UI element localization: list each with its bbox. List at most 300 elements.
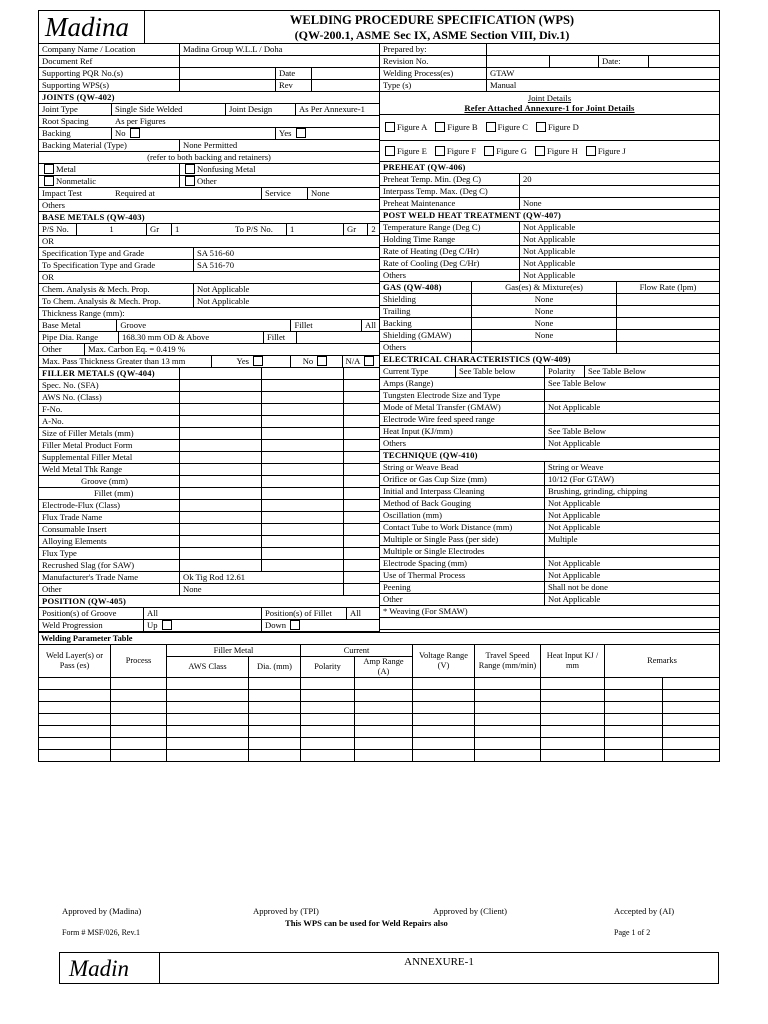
param-cell[interactable] bbox=[301, 714, 355, 726]
param-cell[interactable] bbox=[475, 738, 541, 750]
process-value[interactable]: GTAW bbox=[490, 68, 515, 78]
elec-row bbox=[380, 438, 719, 450]
param-cell[interactable] bbox=[605, 690, 663, 702]
pwht-label: Temperature Range (Deg C) bbox=[380, 222, 520, 233]
figure-checkbox[interactable] bbox=[385, 146, 395, 156]
figure-label: Figure B bbox=[447, 122, 478, 132]
param-cell[interactable] bbox=[605, 738, 663, 750]
revision-value[interactable] bbox=[487, 56, 550, 67]
filler-other-value[interactable]: None bbox=[180, 584, 344, 595]
filler-row bbox=[39, 464, 379, 476]
pwht-rows bbox=[380, 222, 719, 282]
form-body bbox=[38, 44, 720, 632]
param-cell[interactable] bbox=[355, 738, 413, 750]
param-cell[interactable] bbox=[111, 750, 167, 762]
param-cell[interactable] bbox=[662, 702, 720, 714]
filler-row-cell[interactable] bbox=[344, 488, 379, 499]
filler-row-cell[interactable] bbox=[262, 524, 344, 535]
figure-checkbox[interactable] bbox=[586, 146, 596, 156]
spec-label: Specification Type and Grade bbox=[39, 248, 194, 259]
params-header-row1 bbox=[39, 645, 720, 657]
figure-option bbox=[383, 141, 427, 161]
param-cell[interactable] bbox=[39, 702, 111, 714]
param-cell[interactable] bbox=[413, 738, 475, 750]
figure-option bbox=[482, 141, 527, 161]
filler-row-cell[interactable] bbox=[262, 476, 344, 487]
pwht-title: POST WELD HEAT TREATMENT (QW-407) bbox=[383, 210, 562, 220]
gas-flow-value[interactable] bbox=[617, 294, 719, 305]
trade-value[interactable]: Ok Tig Rod 12.61 bbox=[180, 572, 344, 583]
gas-row bbox=[380, 306, 719, 318]
docref-value[interactable] bbox=[180, 56, 379, 67]
filler-row-cell[interactable] bbox=[262, 428, 344, 439]
joint-design-value[interactable]: As Per Annexure-1 bbox=[299, 104, 365, 114]
filler-row-label: F-No. bbox=[39, 404, 180, 415]
gas-flow-value[interactable] bbox=[617, 318, 719, 329]
param-cell[interactable] bbox=[605, 702, 663, 714]
pipe-fillet-value[interactable] bbox=[297, 332, 379, 343]
prepared-value[interactable] bbox=[487, 44, 719, 55]
wps-value[interactable] bbox=[180, 80, 276, 91]
gas-value[interactable] bbox=[472, 342, 617, 353]
param-cell[interactable] bbox=[662, 690, 720, 702]
joint-type-value[interactable]: Single Side Welded bbox=[112, 104, 226, 115]
tech-value[interactable]: String or Weave bbox=[548, 462, 604, 472]
filler-row-cell[interactable] bbox=[262, 536, 344, 547]
revision-row bbox=[380, 56, 719, 68]
param-cell[interactable] bbox=[39, 714, 111, 726]
param-cell[interactable] bbox=[355, 702, 413, 714]
filler-row-cell[interactable] bbox=[180, 476, 262, 487]
param-cell[interactable] bbox=[111, 738, 167, 750]
param-cell[interactable] bbox=[413, 702, 475, 714]
param-cell[interactable] bbox=[475, 690, 541, 702]
maxpass-row bbox=[39, 356, 379, 368]
gr-label: Gr bbox=[147, 224, 172, 235]
param-cell[interactable] bbox=[167, 690, 249, 702]
param-cell[interactable] bbox=[662, 678, 720, 690]
gas-label: Backing bbox=[380, 318, 472, 329]
param-cell[interactable] bbox=[605, 750, 663, 762]
nonfusing-checkbox[interactable] bbox=[185, 164, 195, 174]
param-row bbox=[39, 726, 720, 738]
param-cell[interactable] bbox=[541, 714, 605, 726]
param-cell[interactable] bbox=[39, 738, 111, 750]
col-current: Current bbox=[301, 645, 413, 657]
param-cell[interactable] bbox=[355, 678, 413, 690]
revision-date-label: Date: bbox=[599, 56, 649, 67]
backing-yes-checkbox[interactable] bbox=[296, 128, 306, 138]
filler-row-cell[interactable] bbox=[180, 500, 262, 511]
gr2-value[interactable]: 2 bbox=[371, 224, 376, 234]
interpass-value[interactable] bbox=[520, 186, 719, 197]
param-cell[interactable] bbox=[541, 738, 605, 750]
pwht-value[interactable]: Not Applicable bbox=[523, 270, 576, 280]
param-cell[interactable] bbox=[475, 702, 541, 714]
pwht-value[interactable]: Not Applicable bbox=[523, 258, 576, 268]
filler-row-cell[interactable] bbox=[344, 392, 379, 403]
filler-row bbox=[39, 392, 379, 404]
param-cell[interactable] bbox=[413, 678, 475, 690]
elec-value[interactable]: Not Applicable bbox=[548, 402, 601, 412]
param-cell[interactable] bbox=[301, 702, 355, 714]
param-cell[interactable] bbox=[355, 750, 413, 762]
fillet-label: Fillet bbox=[291, 320, 362, 331]
tech-value[interactable]: Not Applicable bbox=[548, 510, 601, 520]
tech-value[interactable]: 10/12 (For GTAW) bbox=[548, 474, 614, 484]
param-cell[interactable] bbox=[249, 714, 301, 726]
backing-material-value[interactable]: None Permitted bbox=[183, 140, 238, 150]
filler-row-cell[interactable] bbox=[344, 500, 379, 511]
figure-label: Figure H bbox=[547, 146, 578, 156]
filler-row-cell[interactable] bbox=[344, 440, 379, 451]
tech-value[interactable]: Not Applicable bbox=[548, 522, 601, 532]
metal-label: Metal bbox=[56, 164, 77, 174]
pwht-row bbox=[380, 234, 719, 246]
figure-checkbox[interactable] bbox=[435, 146, 445, 156]
right-blank bbox=[380, 618, 719, 629]
gr-value[interactable]: 1 bbox=[175, 224, 180, 234]
param-cell[interactable] bbox=[413, 726, 475, 738]
param-cell[interactable] bbox=[413, 750, 475, 762]
param-cell[interactable] bbox=[249, 690, 301, 702]
revision-date-value[interactable] bbox=[649, 56, 719, 67]
filler-row-cell[interactable] bbox=[344, 548, 379, 559]
filler-row-cell[interactable] bbox=[180, 416, 262, 427]
tech-value[interactable]: Not Applicable bbox=[548, 570, 601, 580]
param-cell[interactable] bbox=[475, 678, 541, 690]
company-value[interactable]: Madina Group W.L.L / Doha bbox=[183, 44, 283, 54]
pwht-value[interactable]: Not Applicable bbox=[523, 234, 576, 244]
filler-row bbox=[39, 548, 379, 560]
param-cell[interactable] bbox=[605, 726, 663, 738]
param-cell[interactable] bbox=[39, 690, 111, 702]
param-cell[interactable] bbox=[301, 726, 355, 738]
metal-row bbox=[39, 164, 379, 176]
param-cell[interactable] bbox=[301, 750, 355, 762]
elec-value[interactable]: See Table Below bbox=[548, 426, 606, 436]
tech-value[interactable]: Not Applicable bbox=[548, 498, 601, 508]
filler-row-cell[interactable] bbox=[344, 404, 379, 415]
figure-checkbox[interactable] bbox=[385, 122, 395, 132]
param-cell[interactable] bbox=[249, 678, 301, 690]
param-cell[interactable] bbox=[249, 750, 301, 762]
figure-checkbox[interactable] bbox=[486, 122, 496, 132]
thick-label: Thickness Range (mm): bbox=[42, 308, 125, 318]
filler-row-cell[interactable] bbox=[180, 488, 262, 499]
param-cell[interactable] bbox=[475, 750, 541, 762]
figure-checkbox[interactable] bbox=[484, 146, 494, 156]
service-value[interactable]: None bbox=[311, 188, 330, 198]
filler-row-label: Flux Trade Name bbox=[39, 512, 180, 523]
tech-label: Method of Back Gouging bbox=[380, 498, 545, 509]
filler-row-cell[interactable] bbox=[180, 536, 262, 547]
filler-row-cell[interactable] bbox=[180, 392, 262, 403]
spec-value[interactable]: SA 516-60 bbox=[197, 248, 235, 258]
approved-tpi: Approved by (TPI) bbox=[253, 906, 319, 916]
annexure-title: ANNEXURE-1 bbox=[404, 956, 474, 968]
filler-row-cell[interactable] bbox=[344, 464, 379, 475]
interpass-label: Interpass Temp. Max. (Deg C) bbox=[380, 186, 520, 197]
param-cell[interactable] bbox=[111, 702, 167, 714]
nonmetalic-row bbox=[39, 176, 379, 188]
fillet-value[interactable]: All bbox=[365, 320, 376, 330]
down-checkbox[interactable] bbox=[290, 620, 300, 630]
tech-value[interactable]: Multiple bbox=[548, 534, 578, 544]
figure-option bbox=[433, 141, 476, 161]
filler-row-cell[interactable] bbox=[262, 464, 344, 475]
backing-yes-label: Yes bbox=[279, 128, 292, 138]
filler-row-cell[interactable] bbox=[344, 476, 379, 487]
pqr-value[interactable] bbox=[180, 68, 276, 79]
process-row bbox=[380, 68, 719, 80]
filler-row-cell[interactable] bbox=[344, 428, 379, 439]
filler-row bbox=[39, 380, 379, 392]
param-cell[interactable] bbox=[249, 726, 301, 738]
param-cell[interactable] bbox=[541, 702, 605, 714]
param-cell[interactable] bbox=[39, 726, 111, 738]
filler-row-cell[interactable] bbox=[262, 404, 344, 415]
pwht-value[interactable]: Not Applicable bbox=[523, 222, 576, 232]
right-column bbox=[379, 44, 720, 632]
filler-row-cell[interactable] bbox=[180, 452, 262, 463]
tochem-label: To Chem. Analysis & Mech. Prop. bbox=[39, 296, 194, 307]
maxpass-no-checkbox[interactable] bbox=[317, 356, 327, 366]
filler-row-cell[interactable] bbox=[262, 500, 344, 511]
position-title: POSITION (QW-405) bbox=[42, 596, 127, 606]
tech-row bbox=[380, 522, 719, 534]
filler-row-cell[interactable] bbox=[344, 536, 379, 547]
param-cell[interactable] bbox=[475, 714, 541, 726]
param-cell[interactable] bbox=[39, 750, 111, 762]
tech-value[interactable] bbox=[545, 546, 719, 557]
param-cell[interactable] bbox=[541, 726, 605, 738]
figure-checkbox[interactable] bbox=[435, 122, 445, 132]
maintenance-value[interactable]: None bbox=[523, 198, 542, 208]
filler-row-label: Electrode-Flux (Class) bbox=[39, 500, 180, 511]
filler-row-cell[interactable] bbox=[180, 548, 262, 559]
param-cell[interactable] bbox=[662, 750, 720, 762]
filler-row-cell[interactable] bbox=[262, 416, 344, 427]
figure-checkbox[interactable] bbox=[536, 122, 546, 132]
param-cell[interactable] bbox=[111, 690, 167, 702]
param-cell[interactable] bbox=[413, 714, 475, 726]
to-ps-value[interactable]: 1 bbox=[287, 224, 344, 235]
trade-extra[interactable] bbox=[344, 572, 379, 583]
filler-row-cell[interactable] bbox=[262, 512, 344, 523]
gas-value[interactable]: None bbox=[472, 306, 617, 317]
tech-value[interactable]: Brushing, grinding, chipping bbox=[548, 486, 648, 496]
pos-fillet-label: Position(s) of Fillet bbox=[262, 608, 347, 619]
form-title-line1: WELDING PROCEDURE SPECIFICATION (WPS) bbox=[289, 13, 575, 27]
tech-label: Electrode Spacing (mm) bbox=[380, 558, 545, 569]
filler-row-cell[interactable] bbox=[180, 428, 262, 439]
filler-row-label: Fillet (mm) bbox=[39, 488, 180, 499]
filler-row-cell[interactable] bbox=[262, 548, 344, 559]
filler-row-cell[interactable] bbox=[180, 440, 262, 451]
maxpass-na-checkbox[interactable] bbox=[364, 356, 374, 366]
other-option bbox=[180, 176, 379, 187]
filler-row-label: Consumable Insert bbox=[39, 524, 180, 535]
param-cell[interactable] bbox=[167, 726, 249, 738]
gas-value[interactable]: None bbox=[472, 294, 617, 305]
param-cell[interactable] bbox=[249, 738, 301, 750]
tech-label: Initial and Interpass Cleaning bbox=[380, 486, 545, 497]
pipe-fillet-label: Fillet bbox=[264, 332, 297, 343]
col-polarity: Polarity bbox=[301, 657, 355, 678]
gas-flow-value[interactable] bbox=[617, 306, 719, 317]
annexure-header bbox=[59, 952, 719, 984]
param-cell[interactable] bbox=[475, 726, 541, 738]
param-cell[interactable] bbox=[355, 714, 413, 726]
params-title: Welding Parameter Table bbox=[39, 633, 720, 645]
tochem-value[interactable]: Not Applicable bbox=[197, 296, 250, 306]
gas-value[interactable]: None bbox=[472, 330, 617, 341]
current-value[interactable]: See Table below bbox=[456, 366, 545, 377]
filler-row-cell[interactable] bbox=[344, 452, 379, 463]
filler-row-cell[interactable] bbox=[262, 392, 344, 403]
pwht-row bbox=[380, 222, 719, 234]
param-cell[interactable] bbox=[301, 738, 355, 750]
param-cell[interactable] bbox=[662, 726, 720, 738]
param-cell[interactable] bbox=[541, 690, 605, 702]
backing-label: Backing bbox=[39, 128, 112, 139]
joint-design-label: Joint Design bbox=[226, 104, 296, 115]
pos-fillet-value[interactable]: All bbox=[350, 608, 361, 618]
param-cell[interactable] bbox=[355, 726, 413, 738]
filler-row-cell[interactable] bbox=[180, 512, 262, 523]
carbon-value[interactable]: Max. Carbon Eq. = 0.419 % bbox=[88, 344, 185, 354]
maxpass-yes-checkbox[interactable] bbox=[253, 356, 263, 366]
param-cell[interactable] bbox=[167, 714, 249, 726]
root-value[interactable]: As per Figures bbox=[115, 116, 166, 126]
right-blank-row bbox=[380, 618, 719, 630]
other-checkbox[interactable] bbox=[185, 176, 195, 186]
filler-row-cell[interactable] bbox=[262, 452, 344, 463]
tech-label: Multiple or Single Electrodes bbox=[380, 546, 545, 557]
param-row bbox=[39, 702, 720, 714]
maxpass-na-label: N/A bbox=[345, 356, 360, 366]
filler-row-cell[interactable] bbox=[262, 380, 344, 391]
filler-row-cell[interactable] bbox=[262, 488, 344, 499]
filler-row-cell[interactable] bbox=[344, 512, 379, 523]
param-cell[interactable] bbox=[167, 750, 249, 762]
gas-label: Shielding bbox=[380, 294, 472, 305]
tospec-value[interactable]: SA 516-70 bbox=[197, 260, 235, 270]
param-cell[interactable] bbox=[249, 702, 301, 714]
filler-row-cell[interactable] bbox=[344, 416, 379, 427]
tech-value[interactable]: Not Applicable bbox=[548, 594, 601, 604]
filler-row-cell[interactable] bbox=[344, 524, 379, 535]
docref-row bbox=[39, 56, 379, 68]
param-cell[interactable] bbox=[111, 726, 167, 738]
filler-row-cell[interactable] bbox=[262, 560, 344, 571]
elec-value[interactable]: See Table Below bbox=[548, 378, 606, 388]
param-cell[interactable] bbox=[301, 690, 355, 702]
param-cell[interactable] bbox=[111, 678, 167, 690]
tech-row bbox=[380, 570, 719, 582]
basemetal-row bbox=[39, 320, 379, 332]
ps-value[interactable]: 1 bbox=[77, 224, 147, 235]
filler-row-cell[interactable] bbox=[344, 560, 379, 571]
up-checkbox[interactable] bbox=[162, 620, 172, 630]
param-cell[interactable] bbox=[605, 678, 663, 690]
gas-row bbox=[380, 342, 719, 354]
filler-row-cell[interactable] bbox=[180, 464, 262, 475]
metal-checkbox[interactable] bbox=[44, 164, 54, 174]
joint-type-row bbox=[39, 104, 379, 116]
pipe-value[interactable]: 168.30 mm OD & Above bbox=[119, 332, 264, 343]
param-cell[interactable] bbox=[355, 690, 413, 702]
filler-row-cell[interactable] bbox=[180, 380, 262, 391]
type-value[interactable]: Manual bbox=[490, 80, 517, 90]
tech-title: TECHNIQUE (QW-410) bbox=[383, 450, 478, 460]
gas-flow-value[interactable] bbox=[617, 330, 719, 341]
gr2-label: Gr bbox=[344, 224, 368, 235]
wps-rev-value[interactable] bbox=[312, 80, 379, 91]
filler-row-cell[interactable] bbox=[180, 560, 262, 571]
chem-value[interactable]: Not Applicable bbox=[197, 284, 250, 294]
elec-value[interactable]: Not Applicable bbox=[548, 438, 601, 448]
gas-flow-header: Flow Rate (lpm) bbox=[639, 282, 697, 292]
param-cell[interactable] bbox=[662, 714, 720, 726]
tech-label: Peening bbox=[380, 582, 545, 593]
nonmetalic-option bbox=[39, 176, 180, 187]
pwht-value[interactable]: Not Applicable bbox=[523, 246, 576, 256]
filler-other-extra[interactable] bbox=[344, 584, 379, 595]
gas-rows bbox=[380, 294, 719, 354]
param-cell[interactable] bbox=[301, 678, 355, 690]
figure-checkbox[interactable] bbox=[535, 146, 545, 156]
pos-groove-value[interactable]: All bbox=[144, 608, 262, 619]
polarity-label: Polarity bbox=[545, 366, 585, 377]
param-cell[interactable] bbox=[541, 750, 605, 762]
filler-row-cell[interactable] bbox=[262, 440, 344, 451]
param-cell[interactable] bbox=[541, 678, 605, 690]
param-cell[interactable] bbox=[662, 738, 720, 750]
elec-value[interactable] bbox=[545, 414, 719, 425]
param-cell[interactable] bbox=[111, 714, 167, 726]
param-cell[interactable] bbox=[167, 702, 249, 714]
elec-section bbox=[380, 354, 719, 366]
tech-label: Orifice or Gas Cup Size (mm) bbox=[380, 474, 545, 485]
col-travel: Travel Speed Range (mm/min) bbox=[475, 645, 541, 678]
others-label: Others bbox=[42, 200, 65, 210]
backing-no-checkbox[interactable] bbox=[130, 128, 140, 138]
polarity-value[interactable]: See Table Below bbox=[588, 366, 646, 376]
gas-value[interactable]: None bbox=[472, 318, 617, 329]
param-cell[interactable] bbox=[413, 690, 475, 702]
param-cell[interactable] bbox=[167, 678, 249, 690]
tech-value[interactable]: Not Applicable bbox=[548, 558, 601, 568]
preheat-min-value[interactable]: 20 bbox=[523, 174, 532, 184]
filler-row-cell[interactable] bbox=[180, 524, 262, 535]
elec-row bbox=[380, 426, 719, 438]
filler-row-cell[interactable] bbox=[344, 380, 379, 391]
nonmetalic-checkbox[interactable] bbox=[44, 176, 54, 186]
pqr-date-value[interactable] bbox=[312, 68, 379, 79]
param-cell[interactable] bbox=[39, 678, 111, 690]
filler-row-cell[interactable] bbox=[180, 404, 262, 415]
gas-flow-value[interactable] bbox=[617, 342, 719, 353]
param-cell[interactable] bbox=[167, 738, 249, 750]
elec-value[interactable] bbox=[545, 390, 719, 401]
tech-value[interactable]: Shall not be done bbox=[548, 582, 608, 592]
tech-row bbox=[380, 546, 719, 558]
param-cell[interactable] bbox=[605, 714, 663, 726]
filler-row-label: Alloying Elements bbox=[39, 536, 180, 547]
tochem-row bbox=[39, 296, 379, 308]
